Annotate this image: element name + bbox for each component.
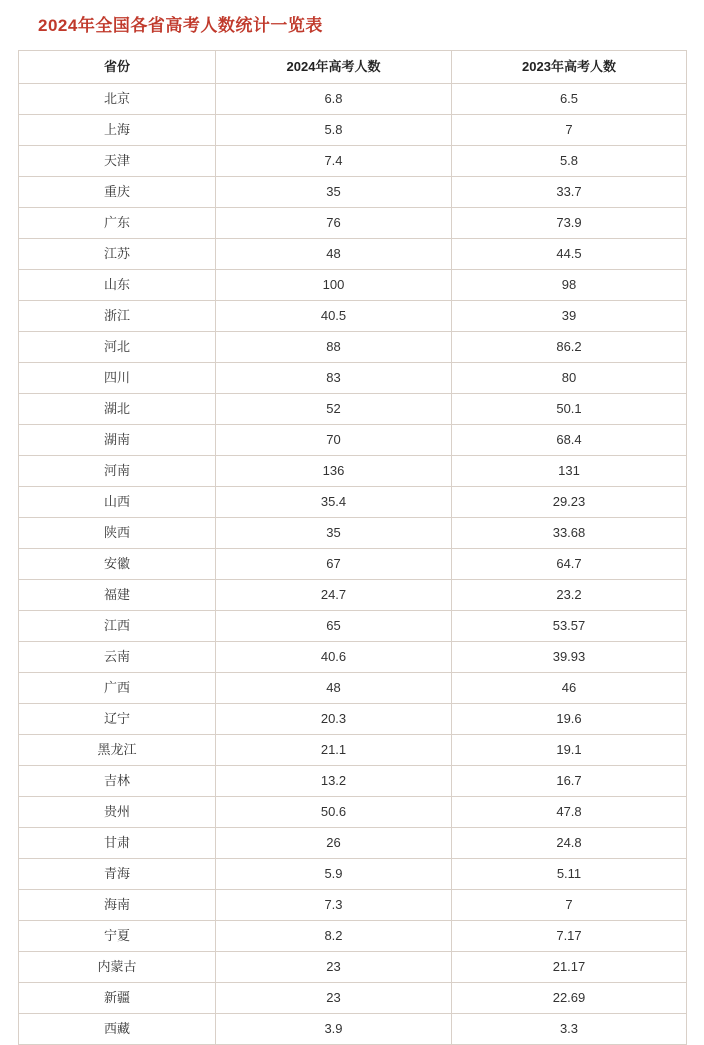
table-row	[19, 642, 687, 673]
table-row	[19, 704, 687, 735]
column-header-2023: 2023年高考人数	[452, 51, 687, 84]
table-row	[19, 952, 687, 983]
table-row	[19, 332, 687, 363]
count-2023-cell: 44.5	[452, 239, 687, 270]
table-row	[19, 456, 687, 487]
count-2024-cell: 76	[216, 208, 452, 239]
count-2023-cell: 5.11	[452, 859, 687, 890]
count-2024-cell: 48	[216, 239, 452, 270]
table-row	[19, 580, 687, 611]
count-2024-cell: 35	[216, 177, 452, 208]
count-2023-cell: 6.5	[452, 84, 687, 115]
province-cell: 山西	[19, 487, 216, 518]
table-row	[19, 921, 687, 952]
table-row	[19, 673, 687, 704]
province-cell: 贵州	[19, 797, 216, 828]
table-row	[19, 735, 687, 766]
province-cell: 内蒙古	[19, 952, 216, 983]
table-row	[19, 1014, 687, 1045]
count-2024-cell: 35.4	[216, 487, 452, 518]
count-2023-cell: 7	[452, 890, 687, 921]
province-cell: 山东	[19, 270, 216, 301]
table-row	[19, 549, 687, 580]
count-2023-cell: 68.4	[452, 425, 687, 456]
count-2024-cell: 40.6	[216, 642, 452, 673]
count-2024-cell: 26	[216, 828, 452, 859]
count-2023-cell: 80	[452, 363, 687, 394]
province-cell: 四川	[19, 363, 216, 394]
count-2023-cell: 22.69	[452, 983, 687, 1014]
count-2023-cell: 64.7	[452, 549, 687, 580]
count-2024-cell: 48	[216, 673, 452, 704]
province-cell: 江苏	[19, 239, 216, 270]
page-title: 2024年全国各省高考人数统计一览表	[38, 16, 323, 35]
count-2024-cell: 20.3	[216, 704, 452, 735]
count-2023-cell: 21.17	[452, 952, 687, 983]
count-2024-cell: 50.6	[216, 797, 452, 828]
count-2023-cell: 5.8	[452, 146, 687, 177]
count-2024-cell: 23	[216, 952, 452, 983]
count-2023-cell: 50.1	[452, 394, 687, 425]
count-2024-cell: 65	[216, 611, 452, 642]
count-2023-cell: 73.9	[452, 208, 687, 239]
province-cell: 天津	[19, 146, 216, 177]
province-cell: 云南	[19, 642, 216, 673]
table-row	[19, 890, 687, 921]
count-2024-cell: 100	[216, 270, 452, 301]
table-row	[19, 828, 687, 859]
count-2024-cell: 5.9	[216, 859, 452, 890]
count-2023-cell: 47.8	[452, 797, 687, 828]
province-cell: 甘肃	[19, 828, 216, 859]
count-2023-cell: 3.3	[452, 1014, 687, 1045]
count-2024-cell: 6.8	[216, 84, 452, 115]
table-row	[19, 363, 687, 394]
province-cell: 安徽	[19, 549, 216, 580]
count-2023-cell: 131	[452, 456, 687, 487]
table-header	[19, 51, 687, 84]
province-cell: 黑龙江	[19, 735, 216, 766]
exam-statistics-table	[18, 50, 687, 1045]
count-2024-cell: 3.9	[216, 1014, 452, 1045]
count-2024-cell: 5.8	[216, 115, 452, 146]
count-2023-cell: 16.7	[452, 766, 687, 797]
table-row	[19, 301, 687, 332]
count-2023-cell: 46	[452, 673, 687, 704]
table-row	[19, 84, 687, 115]
count-2024-cell: 67	[216, 549, 452, 580]
province-cell: 西藏	[19, 1014, 216, 1045]
table-row	[19, 611, 687, 642]
province-cell: 青海	[19, 859, 216, 890]
table-container	[0, 50, 704, 1045]
table-header-row	[19, 51, 687, 84]
column-header-2024: 2024年高考人数	[216, 51, 452, 84]
province-cell: 新疆	[19, 983, 216, 1014]
count-2023-cell: 23.2	[452, 580, 687, 611]
province-cell: 湖北	[19, 394, 216, 425]
count-2024-cell: 21.1	[216, 735, 452, 766]
province-cell: 宁夏	[19, 921, 216, 952]
count-2024-cell: 7.4	[216, 146, 452, 177]
count-2024-cell: 24.7	[216, 580, 452, 611]
table-row	[19, 270, 687, 301]
province-cell: 陕西	[19, 518, 216, 549]
count-2024-cell: 136	[216, 456, 452, 487]
count-2024-cell: 83	[216, 363, 452, 394]
count-2024-cell: 23	[216, 983, 452, 1014]
province-cell: 江西	[19, 611, 216, 642]
count-2024-cell: 35	[216, 518, 452, 549]
table-row	[19, 425, 687, 456]
count-2023-cell: 19.6	[452, 704, 687, 735]
count-2023-cell: 86.2	[452, 332, 687, 363]
table-row	[19, 115, 687, 146]
province-cell: 重庆	[19, 177, 216, 208]
table-row	[19, 239, 687, 270]
province-cell: 浙江	[19, 301, 216, 332]
table-row	[19, 146, 687, 177]
table-row	[19, 766, 687, 797]
table-row	[19, 394, 687, 425]
table-row	[19, 177, 687, 208]
count-2024-cell: 7.3	[216, 890, 452, 921]
count-2023-cell: 53.57	[452, 611, 687, 642]
province-cell: 广西	[19, 673, 216, 704]
count-2024-cell: 13.2	[216, 766, 452, 797]
table-row	[19, 983, 687, 1014]
province-cell: 湖南	[19, 425, 216, 456]
province-cell: 广东	[19, 208, 216, 239]
count-2023-cell: 7.17	[452, 921, 687, 952]
count-2023-cell: 29.23	[452, 487, 687, 518]
count-2023-cell: 39	[452, 301, 687, 332]
table-row	[19, 797, 687, 828]
count-2023-cell: 24.8	[452, 828, 687, 859]
table-row	[19, 518, 687, 549]
province-cell: 河南	[19, 456, 216, 487]
count-2024-cell: 70	[216, 425, 452, 456]
count-2023-cell: 33.68	[452, 518, 687, 549]
table-row	[19, 487, 687, 518]
province-cell: 北京	[19, 84, 216, 115]
table-row	[19, 859, 687, 890]
province-cell: 福建	[19, 580, 216, 611]
table-body	[19, 84, 687, 1045]
count-2024-cell: 52	[216, 394, 452, 425]
count-2024-cell: 40.5	[216, 301, 452, 332]
count-2023-cell: 98	[452, 270, 687, 301]
count-2023-cell: 7	[452, 115, 687, 146]
count-2024-cell: 88	[216, 332, 452, 363]
province-cell: 上海	[19, 115, 216, 146]
table-row	[19, 208, 687, 239]
province-cell: 河北	[19, 332, 216, 363]
column-header-province: 省份	[19, 51, 216, 84]
count-2024-cell: 8.2	[216, 921, 452, 952]
province-cell: 辽宁	[19, 704, 216, 735]
count-2023-cell: 39.93	[452, 642, 687, 673]
count-2023-cell: 33.7	[452, 177, 687, 208]
province-cell: 吉林	[19, 766, 216, 797]
count-2023-cell: 19.1	[452, 735, 687, 766]
province-cell: 海南	[19, 890, 216, 921]
